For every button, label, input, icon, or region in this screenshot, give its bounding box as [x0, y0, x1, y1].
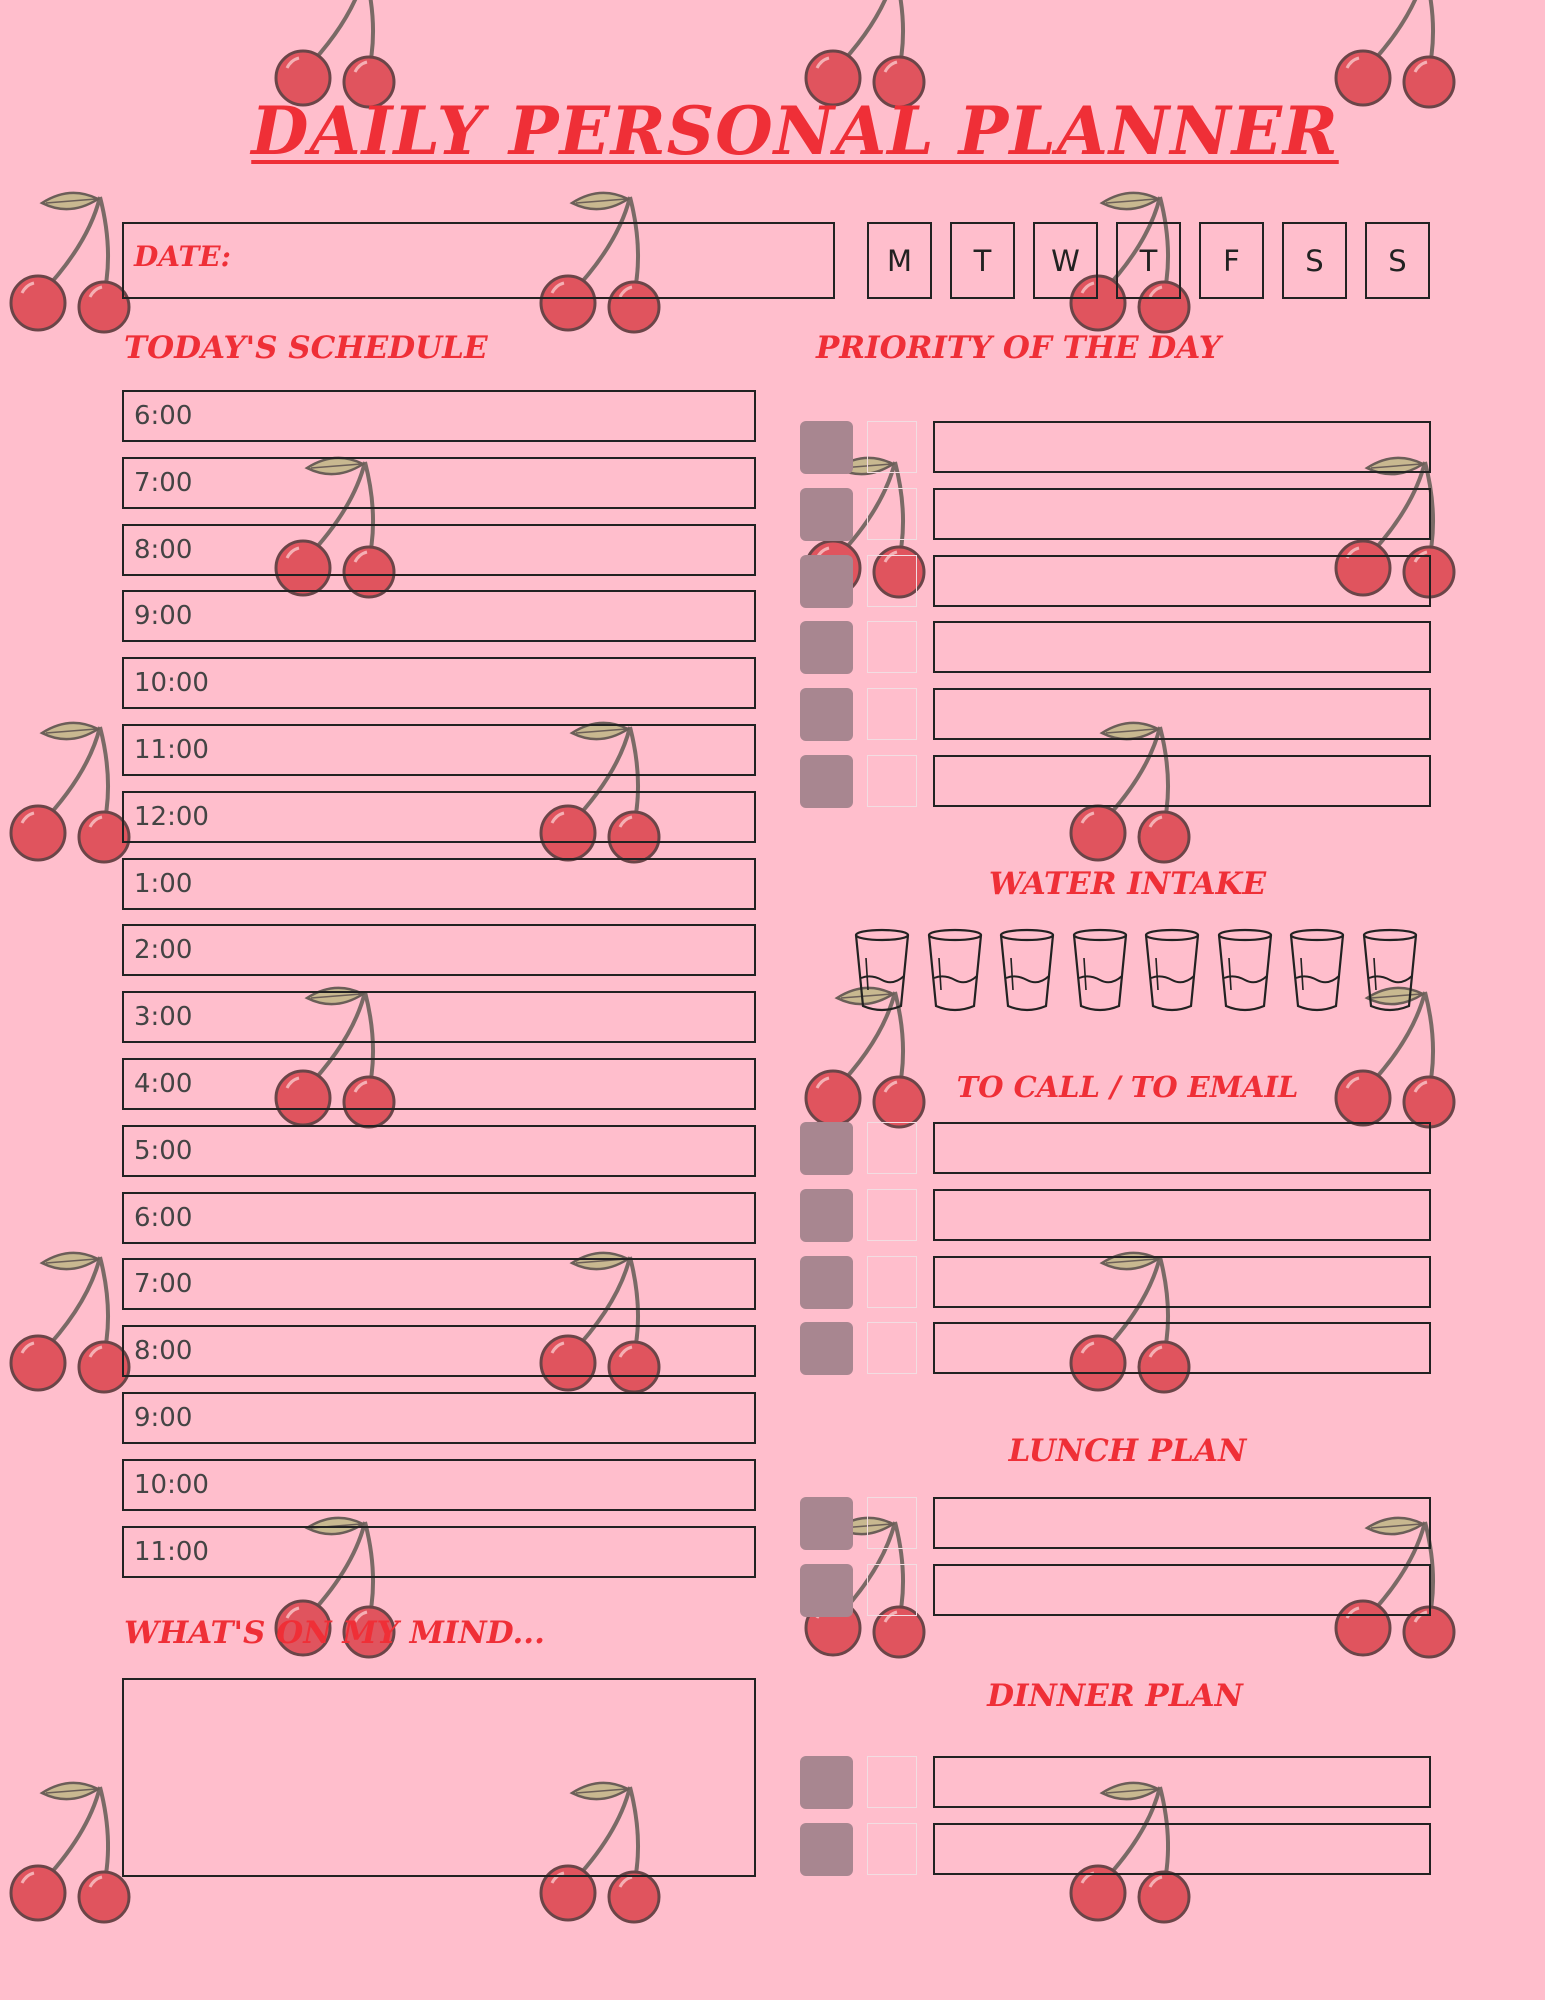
- priority-mark-box[interactable]: [867, 621, 917, 673]
- dinner-entry[interactable]: [933, 1756, 1431, 1808]
- call-email-entry[interactable]: [933, 1322, 1431, 1374]
- schedule-slot[interactable]: 5:00: [122, 1125, 756, 1177]
- call-email-checkbox[interactable]: [800, 1256, 853, 1309]
- priority-entry[interactable]: [933, 688, 1431, 740]
- lunch-heading: LUNCH PLAN: [1008, 1433, 1247, 1469]
- schedule-slot[interactable]: 10:00: [122, 657, 756, 709]
- call-email-entry[interactable]: [933, 1256, 1431, 1308]
- schedule-slot[interactable]: 12:00: [122, 791, 756, 843]
- dinner-checkbox[interactable]: [800, 1756, 853, 1809]
- dinner-checkbox[interactable]: [800, 1823, 853, 1876]
- schedule-slot[interactable]: 11:00: [122, 724, 756, 776]
- call-email-checkbox[interactable]: [800, 1322, 853, 1375]
- priority-checkbox[interactable]: [800, 621, 853, 674]
- dinner-mark-box[interactable]: [867, 1756, 917, 1808]
- priority-mark-box[interactable]: [867, 555, 917, 607]
- schedule-slot[interactable]: 11:00: [122, 1526, 756, 1578]
- water-glass-icon[interactable]: [1288, 928, 1346, 1014]
- priority-checkbox[interactable]: [800, 688, 853, 741]
- cherry-icon: [0, 1775, 140, 1925]
- call-email-mark-box[interactable]: [867, 1256, 917, 1308]
- call-email-entry[interactable]: [933, 1122, 1431, 1174]
- schedule-slot[interactable]: 7:00: [122, 457, 756, 509]
- schedule-slot[interactable]: 4:00: [122, 1058, 756, 1110]
- priority-mark-box[interactable]: [867, 488, 917, 540]
- call-email-checkbox[interactable]: [800, 1189, 853, 1242]
- day-thursday[interactable]: T: [1116, 222, 1181, 299]
- priority-mark-box[interactable]: [867, 688, 917, 740]
- schedule-slot[interactable]: 9:00: [122, 1392, 756, 1444]
- priority-heading: PRIORITY OF THE DAY: [816, 330, 1221, 366]
- lunch-checkbox[interactable]: [800, 1497, 853, 1550]
- schedule-slot[interactable]: 8:00: [122, 524, 756, 576]
- day-friday[interactable]: F: [1199, 222, 1264, 299]
- water-glass-icon[interactable]: [1143, 928, 1201, 1014]
- water-glass-icon[interactable]: [926, 928, 984, 1014]
- day-wednesday[interactable]: W: [1033, 222, 1098, 299]
- water-glass-icon[interactable]: [853, 928, 911, 1014]
- lunch-entry[interactable]: [933, 1564, 1431, 1616]
- day-sunday[interactable]: S: [1365, 222, 1430, 299]
- date-label: DATE:: [134, 240, 231, 273]
- schedule-slot[interactable]: 10:00: [122, 1459, 756, 1511]
- priority-checkbox[interactable]: [800, 755, 853, 808]
- schedule-slot[interactable]: 9:00: [122, 590, 756, 642]
- schedule-slot[interactable]: 3:00: [122, 991, 756, 1043]
- call-email-heading: TO CALL / TO EMAIL: [956, 1070, 1299, 1104]
- lunch-mark-box[interactable]: [867, 1564, 917, 1616]
- dinner-heading: DINNER PLAN: [987, 1678, 1243, 1714]
- priority-entry[interactable]: [933, 621, 1431, 673]
- cherry-icon: [0, 1245, 140, 1395]
- call-email-entry[interactable]: [933, 1189, 1431, 1241]
- water-glass-icon[interactable]: [1361, 928, 1419, 1014]
- water-glass-icon[interactable]: [998, 928, 1056, 1014]
- schedule-slot[interactable]: 6:00: [122, 1192, 756, 1244]
- call-email-mark-box[interactable]: [867, 1122, 917, 1174]
- schedule-slot[interactable]: 2:00: [122, 924, 756, 976]
- call-email-checkbox[interactable]: [800, 1122, 853, 1175]
- day-saturday[interactable]: S: [1282, 222, 1347, 299]
- water-glass-icon[interactable]: [1216, 928, 1274, 1014]
- schedule-slot[interactable]: 6:00: [122, 390, 756, 442]
- priority-checkbox[interactable]: [800, 488, 853, 541]
- cherry-icon: [0, 715, 140, 865]
- cherry-icon: [0, 185, 140, 335]
- lunch-checkbox[interactable]: [800, 1564, 853, 1617]
- schedule-slot[interactable]: 7:00: [122, 1258, 756, 1310]
- day-tuesday[interactable]: T: [950, 222, 1015, 299]
- schedule-slot[interactable]: 1:00: [122, 858, 756, 910]
- mind-heading: WHAT'S ON MY MIND...: [124, 1615, 545, 1651]
- dinner-mark-box[interactable]: [867, 1823, 917, 1875]
- priority-entry[interactable]: [933, 555, 1431, 607]
- dinner-entry[interactable]: [933, 1823, 1431, 1875]
- priority-mark-box[interactable]: [867, 421, 917, 473]
- lunch-mark-box[interactable]: [867, 1497, 917, 1549]
- priority-entry[interactable]: [933, 488, 1431, 540]
- call-email-mark-box[interactable]: [867, 1322, 917, 1374]
- mind-notes-box[interactable]: [122, 1678, 756, 1877]
- page-title: DAILY PERSONAL PLANNER: [251, 92, 1339, 170]
- schedule-slot[interactable]: 8:00: [122, 1325, 756, 1377]
- priority-mark-box[interactable]: [867, 755, 917, 807]
- schedule-heading: TODAY'S SCHEDULE: [124, 330, 488, 366]
- priority-entry[interactable]: [933, 755, 1431, 807]
- day-monday[interactable]: M: [867, 222, 932, 299]
- water-heading: WATER INTAKE: [988, 866, 1267, 902]
- call-email-mark-box[interactable]: [867, 1189, 917, 1241]
- priority-checkbox[interactable]: [800, 555, 853, 608]
- water-glass-icon[interactable]: [1071, 928, 1129, 1014]
- priority-checkbox[interactable]: [800, 421, 853, 474]
- lunch-entry[interactable]: [933, 1497, 1431, 1549]
- priority-entry[interactable]: [933, 421, 1431, 473]
